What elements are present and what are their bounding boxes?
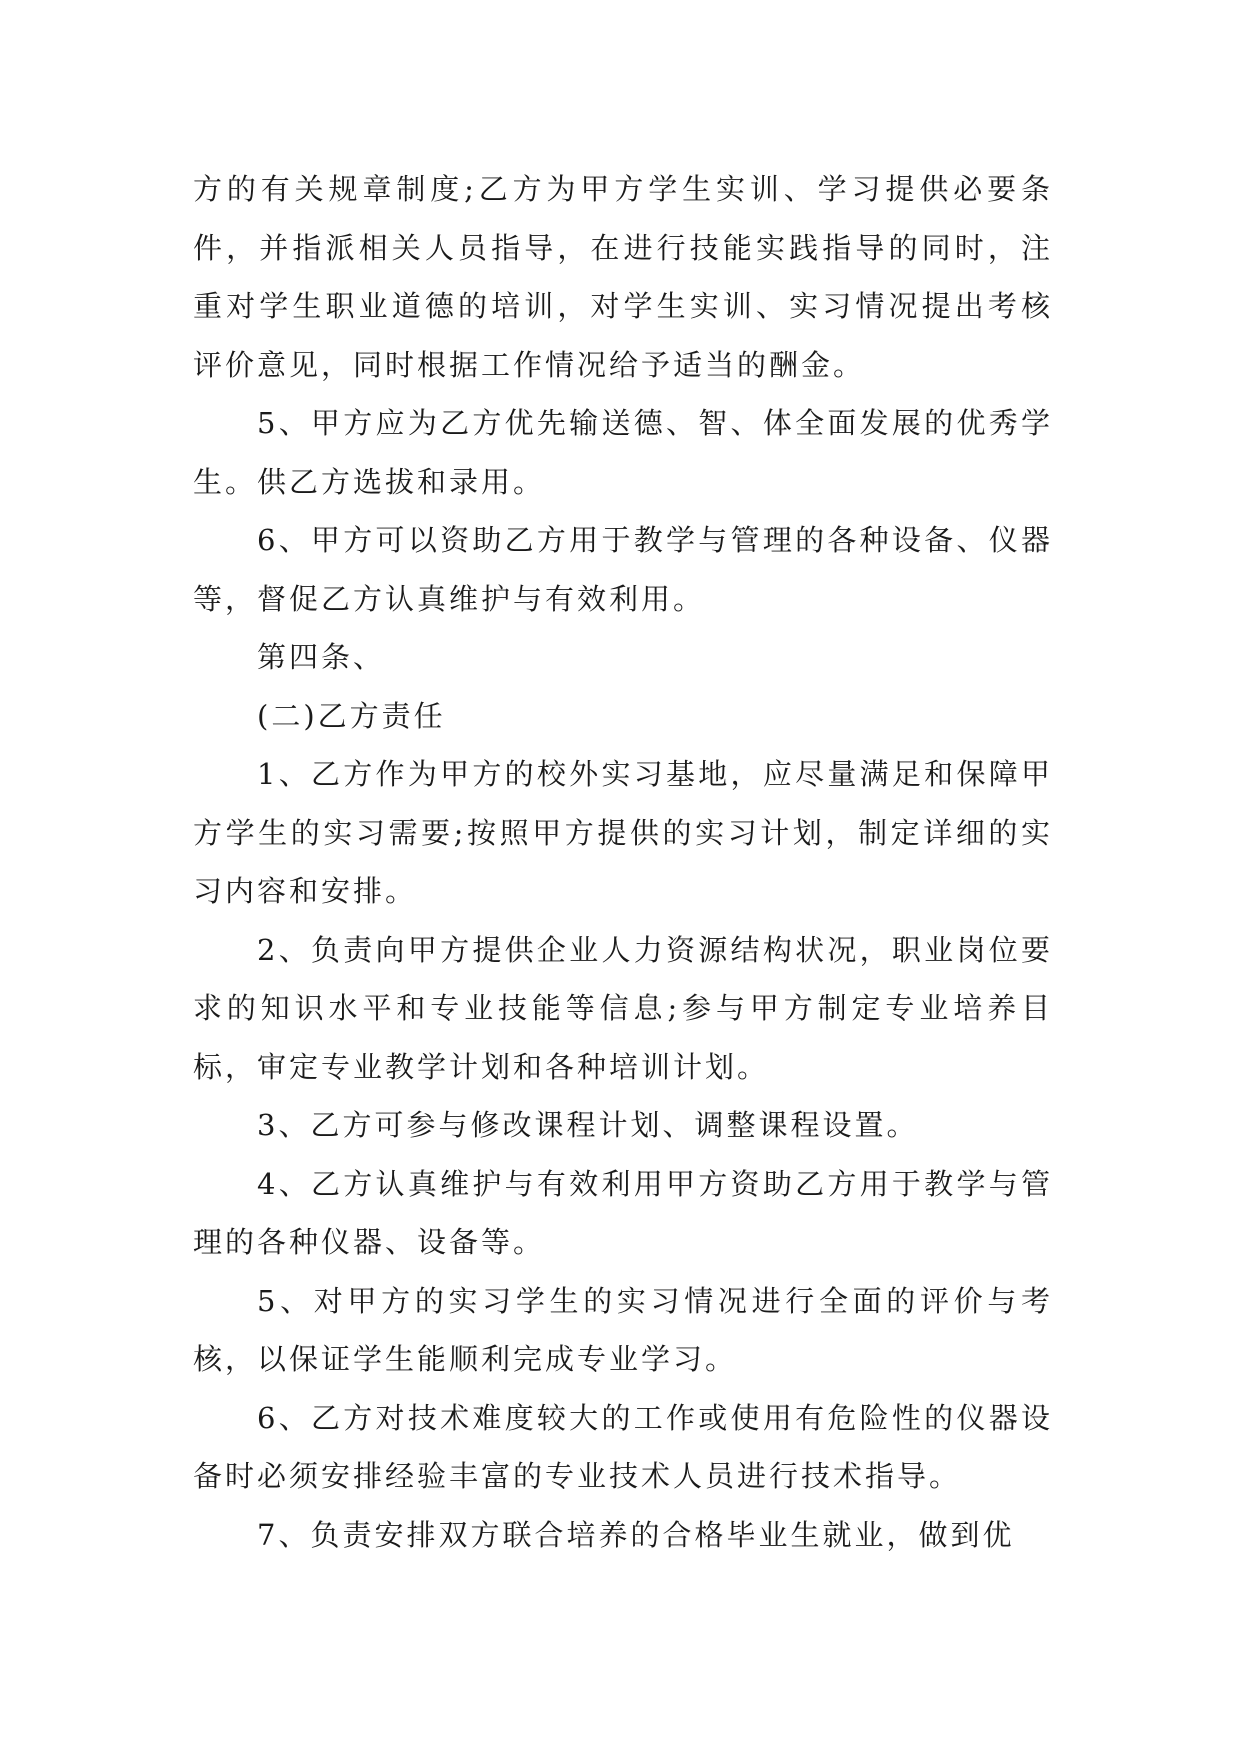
document-body [193,160,1053,1564]
article-heading: 第四条、 [257,640,386,674]
section-heading-party-b: (二)乙方责任 [257,698,446,733]
paragraph-continued: 方的有关规章制度;乙方为甲方学生实训、学习提供必要条件，并指派相关人员指导，在进行技能实践指导的同时，注重对学生职业道德的培训，对学生实训、实习情况提出考核评价意见，同时根据工作情况给予适当的酬金。 [193,172,1053,382]
paragraph-item-2-party-b: 2、负责向甲方提供企业人力资源结构状况，职业岗位要求的知识水平和专业技能等信息;参与甲方制定专业培养目标，审定专业教学计划和各种培训计划。 [193,932,1053,1084]
paragraph-item-6-party-a: 6、甲方可以资助乙方用于教学与管理的各种设备、仪器等，督促乙方认真维护与有效利用。 [193,523,1053,616]
paragraph-item-1-party-b: 1、乙方作为甲方的校外实习基地，应尽量满足和保障甲方学生的实习需要;按照甲方提供的实习计划，制定详细的实习内容和安排。 [193,757,1053,908]
paragraph-item-7-party-b: 7、负责安排双方联合培养的合格毕业生就业，做到优 [257,1517,1015,1552]
paragraph-item-4-party-b: 4、乙方认真维护与有效利用甲方资助乙方用于教学与管理的各种仪器、设备等。 [193,1166,1053,1259]
paragraph-item-6-party-b: 6、乙方对技术难度较大的工作或使用有危险性的仪器设备时必须安排经验丰富的专业技术人员进行技术指导。 [193,1400,1053,1493]
paragraph-item-5-party-a: 5、甲方应为乙方优先输送德、智、体全面发展的优秀学生。供乙方选拔和录用。 [193,406,1053,499]
paragraph-item-5-party-b: 5、对甲方的实习学生的实习情况进行全面的评价与考核，以保证学生能顺利完成专业学习。 [193,1283,1053,1376]
paragraph-item-3-party-b: 3、乙方可参与修改课程计划、调整课程设置。 [257,1108,919,1142]
